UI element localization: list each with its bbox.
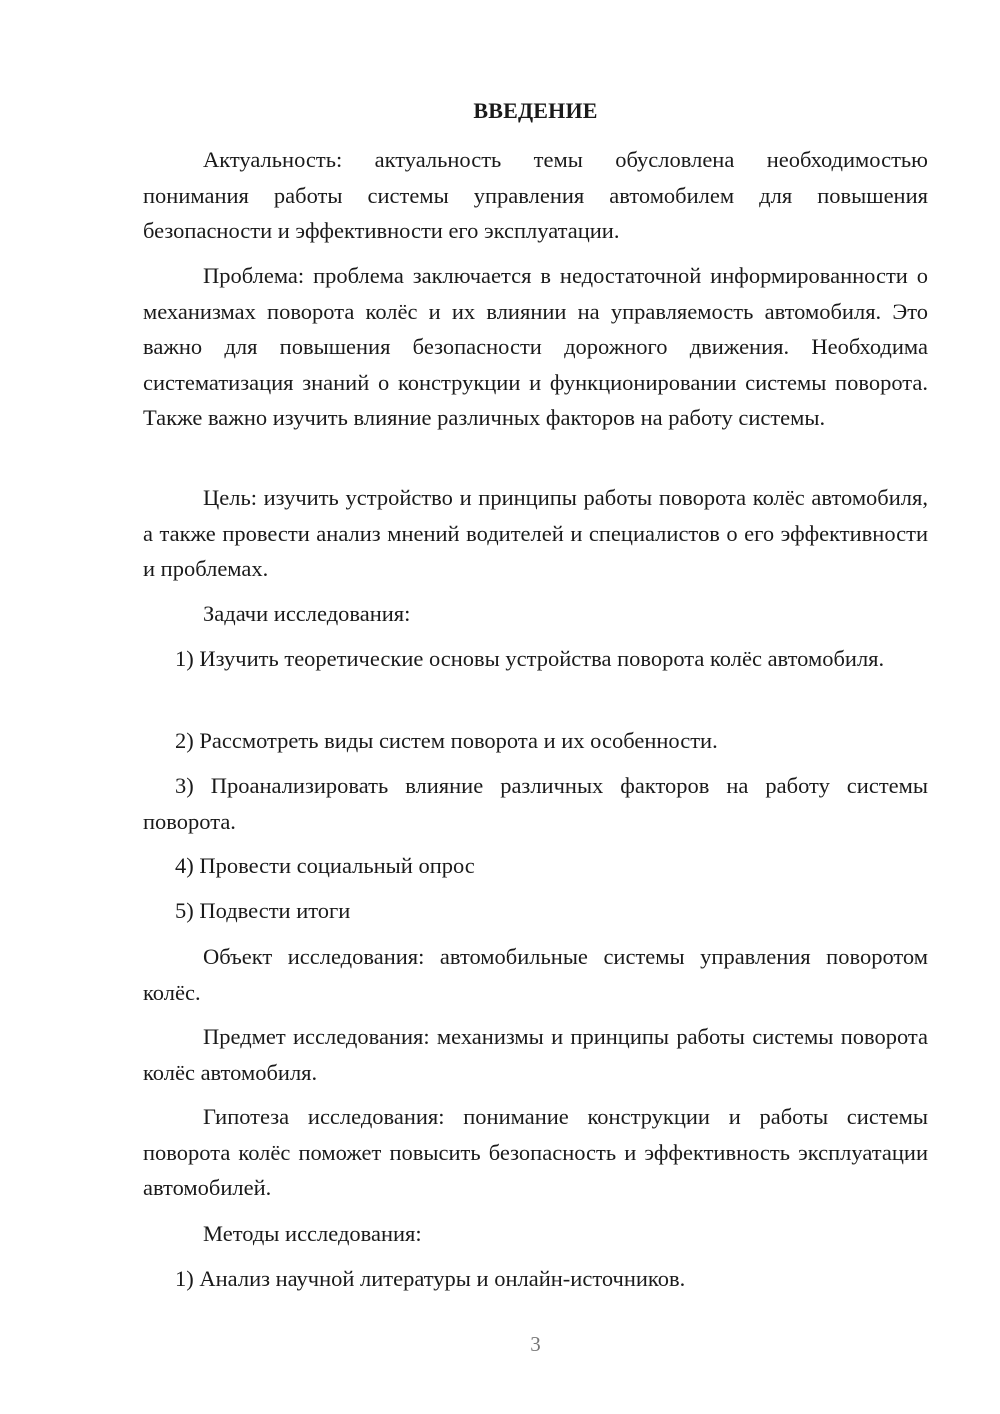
section-title: ВВЕДЕНИЕ bbox=[473, 98, 598, 123]
goal-paragraph: Цель: изучить устройство и принципы работы поворота колёс автомобиля, а также провести анализ мнений водителей и специалистов о его эффективности и проблемах. bbox=[143, 485, 928, 581]
task-item-3: 3) Проанализировать влияние различных факторов на работу системы поворота. bbox=[143, 773, 928, 834]
problem-paragraph: Проблема: проблема заключается в недостаточной информированности о механизмах поворота колёс и их влиянии на управляемость автомобиля. Это важно для повышения безопасности дорожного движения. Необходима систематизация знаний о конструкции и функционировании системы поворота. Также важно изучить влияние различных факторов на работу системы. bbox=[143, 263, 928, 430]
methods-heading: Методы исследования: bbox=[203, 1221, 422, 1246]
object-paragraph: Объект исследования: автомобильные системы управления поворотом колёс. bbox=[143, 944, 928, 1005]
document-page bbox=[143, 0, 928, 1414]
page-number: 3 bbox=[530, 1332, 541, 1356]
task-item-5: 5) Подвести итоги bbox=[175, 898, 351, 923]
relevance-paragraph: Актуальность: актуальность темы обусловлена необходимостью понимания работы системы управления автомобилем для повышения безопасности и эффективности его эксплуатации. bbox=[143, 147, 928, 243]
task-item-2: 2) Рассмотреть виды систем поворота и их особенности. bbox=[175, 728, 718, 753]
subject-paragraph: Предмет исследования: механизмы и принципы работы системы поворота колёс автомобиля. bbox=[143, 1024, 928, 1085]
task-item-4: 4) Провести социальный опрос bbox=[175, 853, 475, 878]
task-item-1: 1) Изучить теоретические основы устройства поворота колёс автомобиля. bbox=[175, 646, 885, 671]
hypothesis-paragraph: Гипотеза исследования: понимание конструкции и работы системы поворота колёс поможет повысить безопасность и эффективность эксплуатации автомобилей. bbox=[143, 1104, 928, 1200]
method-item-1: 1) Анализ научной литературы и онлайн-источников. bbox=[175, 1266, 686, 1291]
tasks-heading: Задачи исследования: bbox=[203, 601, 411, 626]
